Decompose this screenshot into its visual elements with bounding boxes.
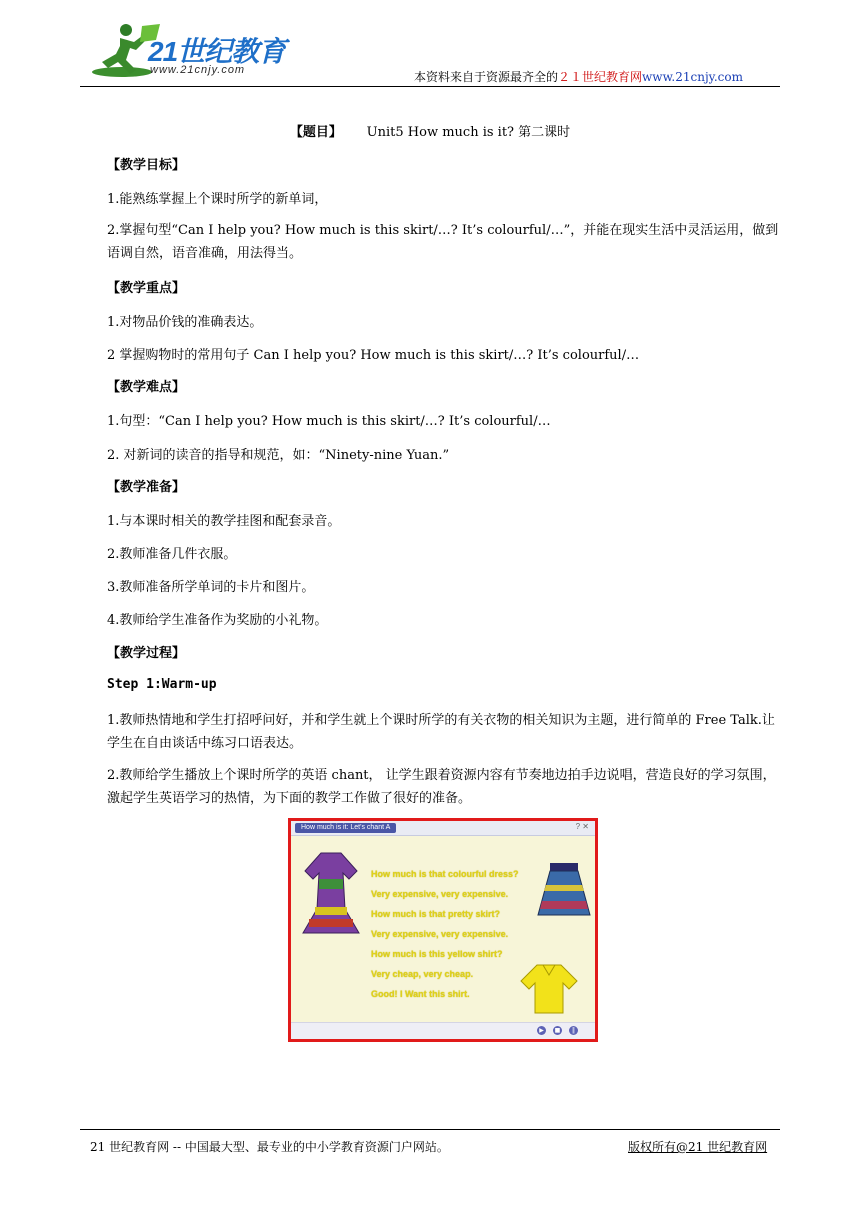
prep-heading: 【教学准备】 <box>107 480 186 495</box>
chant-line: Very cheap, very cheap. <box>371 969 474 979</box>
goal-item: 2.掌握句型“Can I help you? How much is this skirt/…? It’s colourful/…”，并能在现实生活中灵活运用，做到语调自然，语音准确，用法得当。 <box>107 223 779 261</box>
chant-line: Very expensive, very expensive. <box>371 929 509 939</box>
step-title: Step 1:Warm-up <box>107 677 217 692</box>
header-note <box>414 68 743 85</box>
prep-item: 3.教师准备所学单词的卡片和图片。 <box>107 580 315 595</box>
chant-line: How much is that colourful dress? <box>371 869 519 879</box>
prep-item: 1.与本课时相关的教学挂图和配套录音。 <box>107 514 341 529</box>
footer-divider <box>80 1129 780 1130</box>
difficult-item: 2. 对新词的读音的指导和规范，如：“Ninety-nine Yuan.” <box>107 448 450 463</box>
pause-icon[interactable]: ‖ <box>569 1026 578 1035</box>
chant-line: Very expensive, very expensive. <box>371 889 509 899</box>
difficult-item: 1.句型：“Can I help you? How much is this skirt/…? It’s colourful/… <box>107 414 551 429</box>
difficult-heading: 【教学难点】 <box>107 380 186 395</box>
process-item: 1.教师热情地和学生打招呼问好，并和学生就上个课时所学的有关衣物的相关知识为主题，进行简单的 Free Talk.让学生在自由谈话中练习口语表达。 <box>107 713 775 751</box>
chant-screenshot <box>288 818 598 1042</box>
logo-text: 21世纪教育 <box>148 36 286 67</box>
prep-item: 2.教师准备几件衣服。 <box>107 547 237 562</box>
chant-line: How much is that pretty skirt? <box>371 909 501 919</box>
header-divider <box>80 86 780 87</box>
prep-item: 4.教师给学生准备作为奖励的小礼物。 <box>107 613 328 628</box>
key-item: 2 掌握购物时的常用句子 Can I help you? How much is this skirt/…? It’s colourful/… <box>107 348 640 363</box>
goals-heading: 【教学目标】 <box>107 158 186 173</box>
title-label: 【题目】 <box>289 125 342 140</box>
page-title <box>0 121 860 140</box>
footer-text: 21 世纪教育网 -- 中国最大型、最专业的中小学教育资源门户网站。 <box>90 1140 449 1154</box>
figure-tab[interactable]: How much is it: Let's chant A <box>295 823 396 833</box>
logo-url: www.21cnjy.com <box>150 64 246 76</box>
footer-copyright-link[interactable]: 版权所有@21 世纪教育网 <box>628 1140 768 1154</box>
title-text: Unit5 How much is it? 第二课时 <box>366 125 571 140</box>
stop-icon[interactable]: ■ <box>554 1027 561 1034</box>
shirt-icon <box>519 961 579 1017</box>
chant-line: How much is this yellow shirt? <box>371 949 503 959</box>
header-note-site: ２１世纪教育网 <box>558 70 643 84</box>
key-heading: 【教学重点】 <box>107 281 186 296</box>
play-icon[interactable]: ▶ <box>537 1026 546 1035</box>
dress-icon <box>299 849 363 937</box>
process-item: 2.教师给学生播放上个课时所学的英语 chant， 让学生跟着资源内容有节奏地边拍手边说唱，营造良好的学习氛围，激起学生英语学习的热情，为下面的教学工作做了很好的准备。 <box>107 768 776 806</box>
header-note-url[interactable]: www.21cnjy.com <box>642 70 743 84</box>
chant-line: Good! I Want this shirt. <box>371 989 470 999</box>
window-controls-icon[interactable]: ? ✕ <box>575 822 589 831</box>
process-heading: 【教学过程】 <box>107 646 186 661</box>
figure-titlebar <box>291 821 595 836</box>
figure-controls <box>291 1022 595 1039</box>
goal-item: 1.能熟练掌握上个课时所学的新单词， <box>107 192 328 207</box>
key-item: 1.对物品价钱的准确表达。 <box>107 315 263 330</box>
header-note-prefix: 本资料来自于资源最齐全的 <box>414 70 559 84</box>
skirt-icon <box>536 861 592 921</box>
